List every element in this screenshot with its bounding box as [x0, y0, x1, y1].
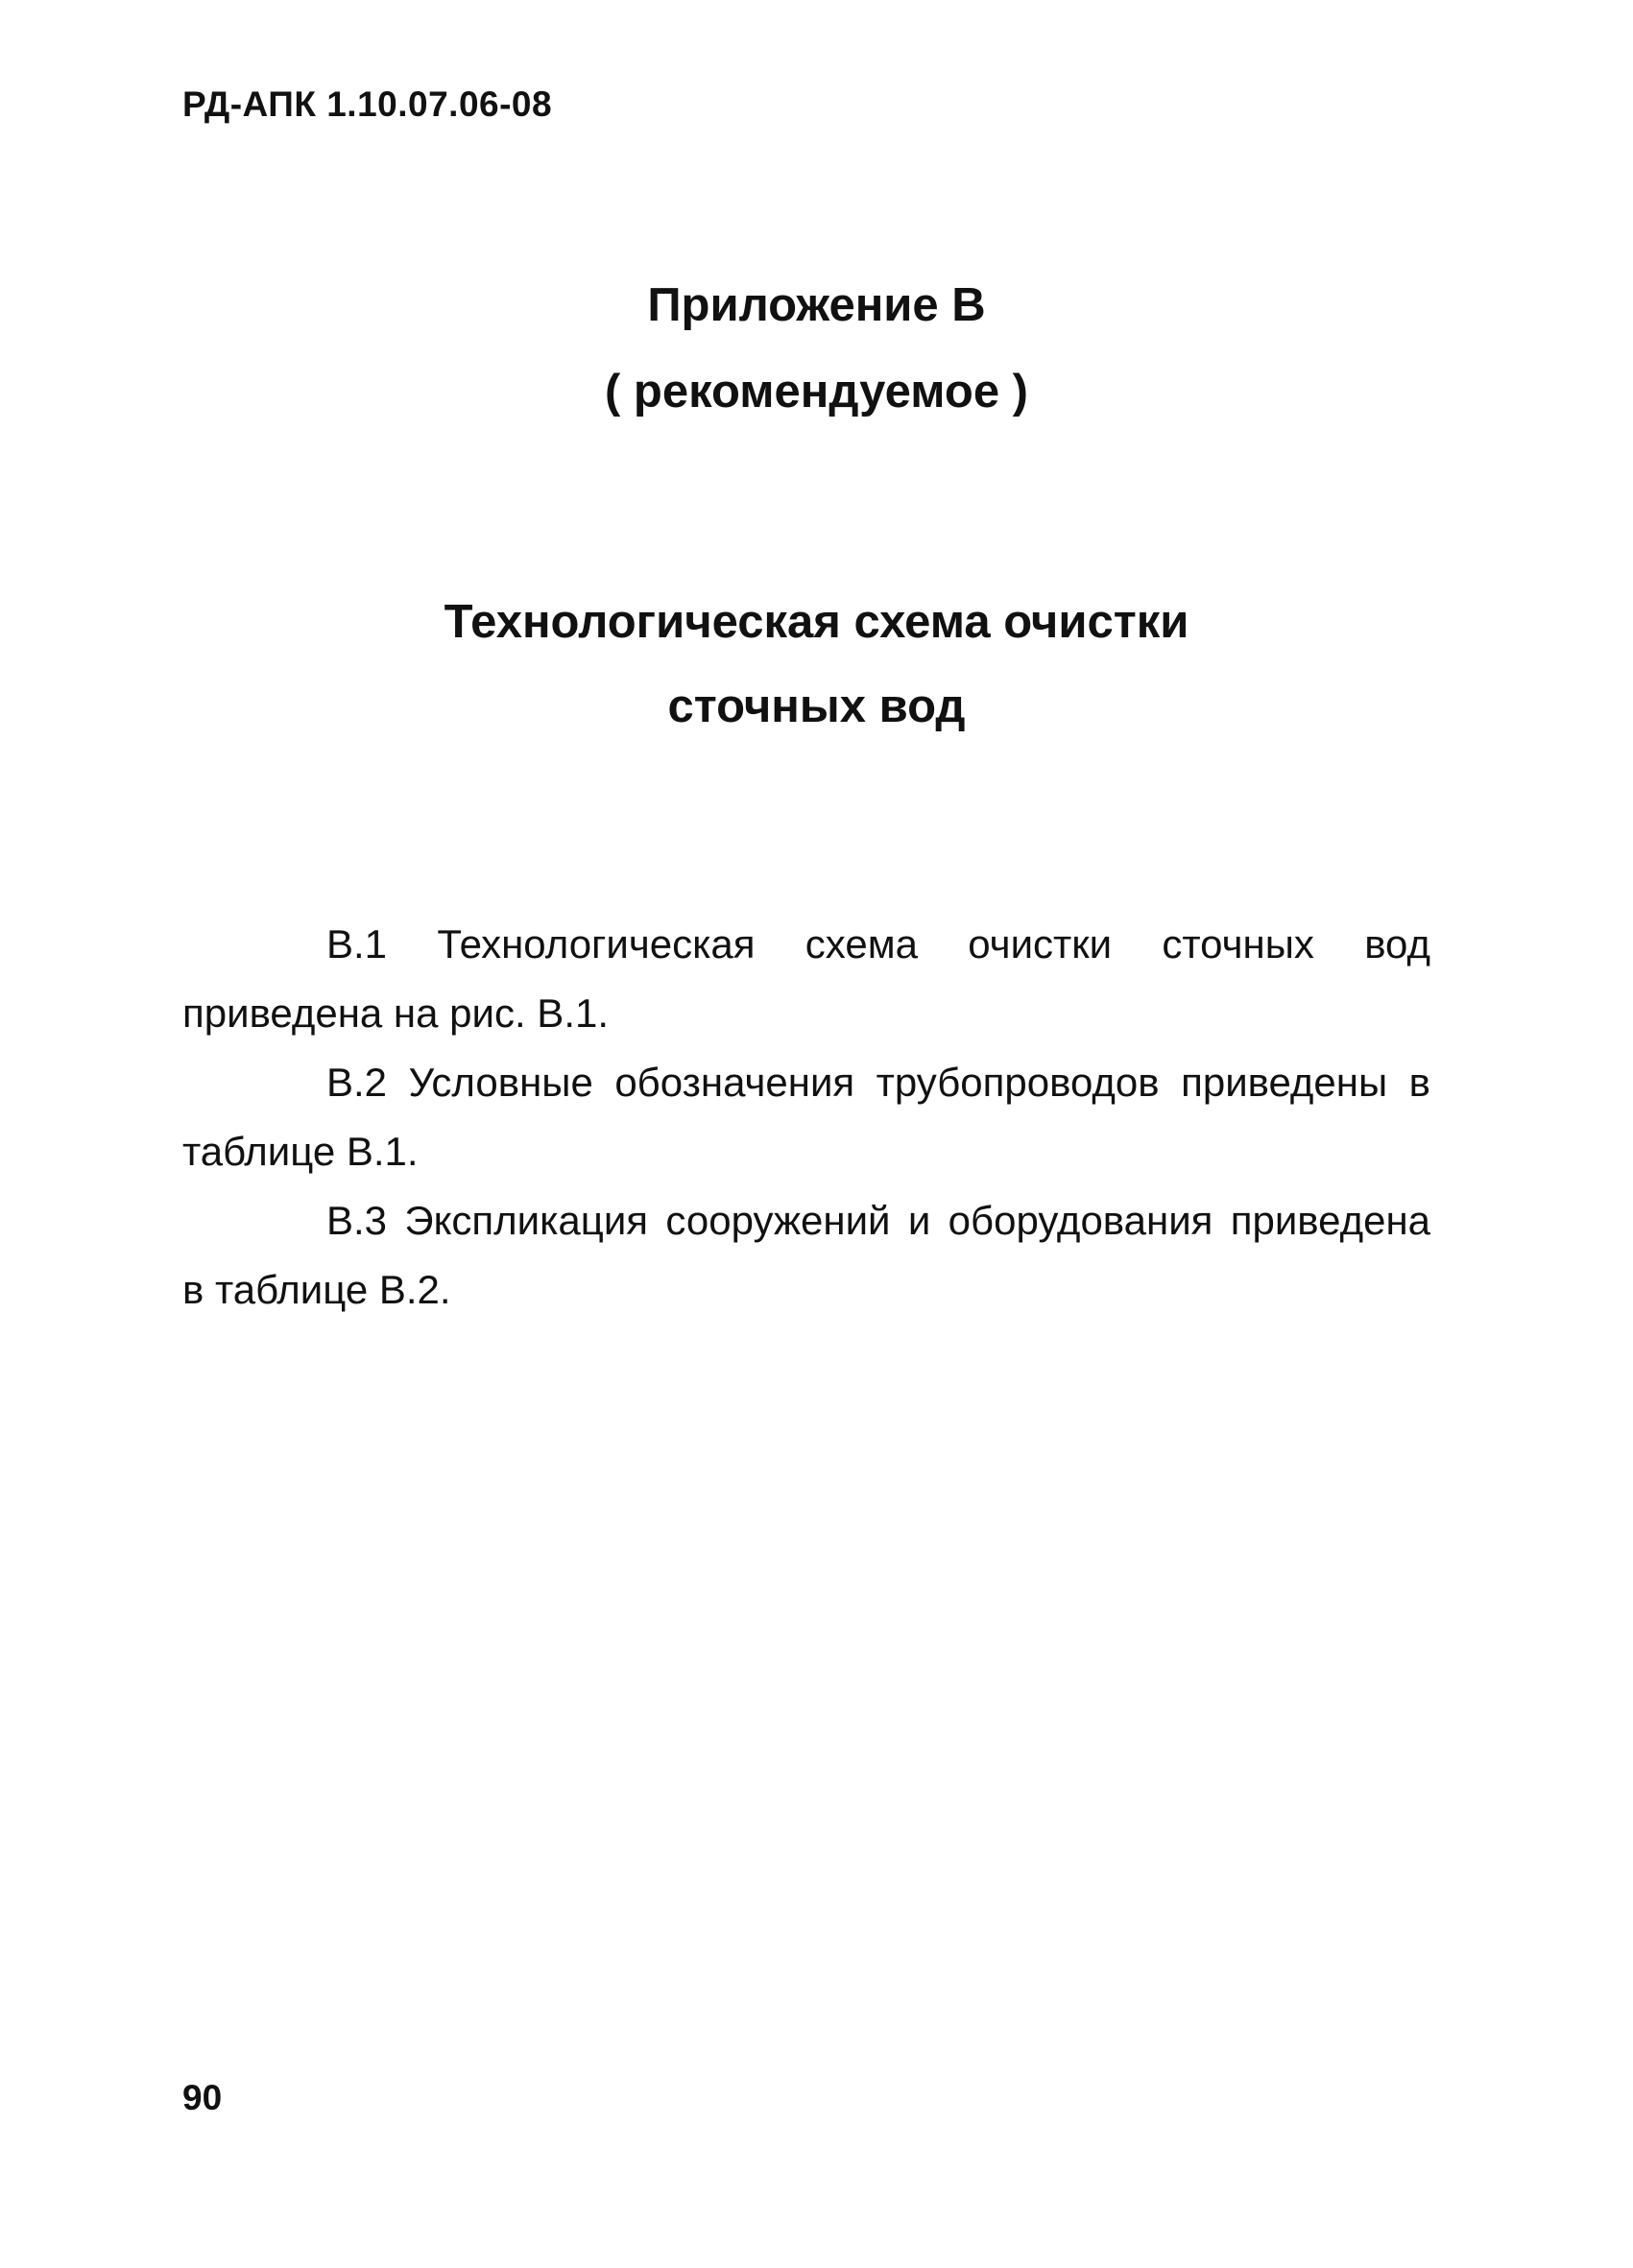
page-number: 90	[182, 2078, 223, 2117]
document-code: РД-АПК 1.10.07.06-08	[182, 84, 553, 124]
paragraph-b1: В.1 Технологическая схема очистки сточных вод приведена на рис. В.1.	[182, 921, 1430, 1036]
section-title-line-1: Технологическая схема очистки	[444, 596, 1189, 648]
body-text	[182, 910, 1430, 1325]
paragraph-b2: В.2 Условные обозначения трубопроводов приведены в таблице В.1.	[182, 1060, 1430, 1174]
appendix-status: ( рекомендуемое )	[605, 366, 1028, 418]
section-title-line-2: сточных вод	[667, 680, 966, 732]
appendix-title: Приложение В	[647, 279, 986, 331]
paragraph-b3: В.3 Экспликация сооружений и оборудования приведена в таблице В.2.	[182, 1198, 1430, 1312]
